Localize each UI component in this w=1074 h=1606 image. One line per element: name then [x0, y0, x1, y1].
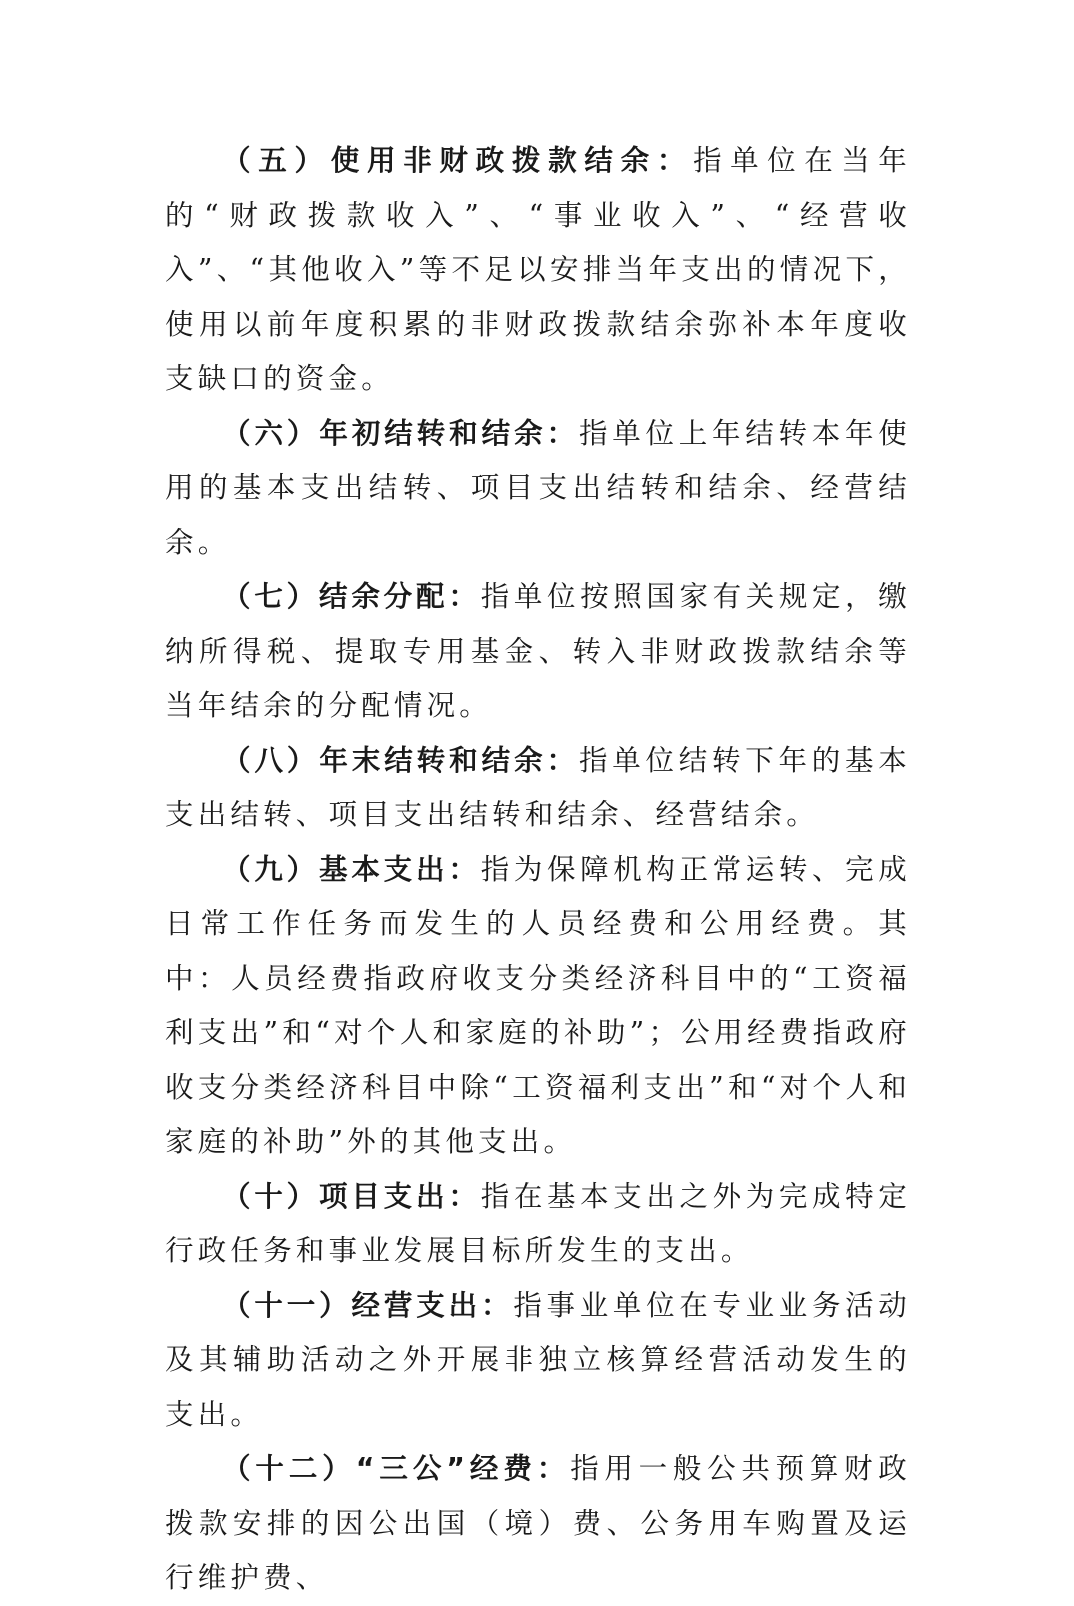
paragraph-item-11 [165, 1279, 911, 1443]
term-heading: （十）项目支出： [222, 1179, 481, 1213]
paragraph-item-9 [165, 843, 911, 1170]
term-definition: 指单位按照国家有关规定，缴纳所得税、提取专用基金、转入非财政拨款结余等当年结余的分配情况。 [165, 580, 912, 722]
term-definition: 指单位结转下年的基本支出结转、项目支出结转和结余、经营结余。 [165, 743, 911, 831]
term-definition: 指用一般公共预算财政拨款安排的因公出国（境）费、公务用车购置及运行维护费、 [165, 1452, 911, 1594]
paragraph-item-5 [165, 134, 911, 407]
paragraph-item-7 [165, 570, 911, 734]
term-definition: 指单位上年结转本年使用的基本支出结转、项目支出结转和结余、经营结余。 [165, 416, 911, 559]
term-definition: 指事业单位在专业业务活动及其辅助活动之外开展非独立核算经营活动发生的支出。 [165, 1288, 911, 1431]
term-heading: （八）年末结转和结余： [222, 743, 579, 777]
paragraph-item-6 [165, 407, 911, 571]
term-definition: 指为保障机构正常运转、完成日常工作任务而发生的人员经费和公用经费。其中：人员经费指政府收支分类经济科目中的“工资福利支出”和“对个人和家庭的补助”；公用经费指政府收支分类经济科目中除“工资福利支出”和“对个人和家庭的补助”外的其他支出。 [165, 852, 912, 1158]
paragraph-item-10 [165, 1170, 911, 1279]
term-heading: （十一）经营支出： [222, 1288, 514, 1322]
term-definition: 指在基本支出之外为完成特定行政任务和事业发展目标所发生的支出。 [165, 1179, 912, 1267]
document-page [165, 134, 911, 1606]
term-heading: （九）基本支出： [222, 852, 481, 886]
term-definition: 指单位在当年的“财政拨款收入”、“事业收入”、“经营收入”、“其他收入”等不足以安排当年支出的情况下，使用以前年度积累的非财政拨款结余弥补本年度收支缺口的资金。 [165, 144, 912, 395]
paragraph-item-8 [165, 734, 911, 843]
term-heading: （十二）“三公”经费： [222, 1452, 571, 1485]
paragraph-item-12 [165, 1442, 911, 1606]
term-heading: （五）使用非财政拨款结余： [222, 144, 694, 177]
term-heading: （六）年初结转和结余： [222, 416, 579, 450]
term-heading: （七）结余分配： [222, 580, 481, 613]
